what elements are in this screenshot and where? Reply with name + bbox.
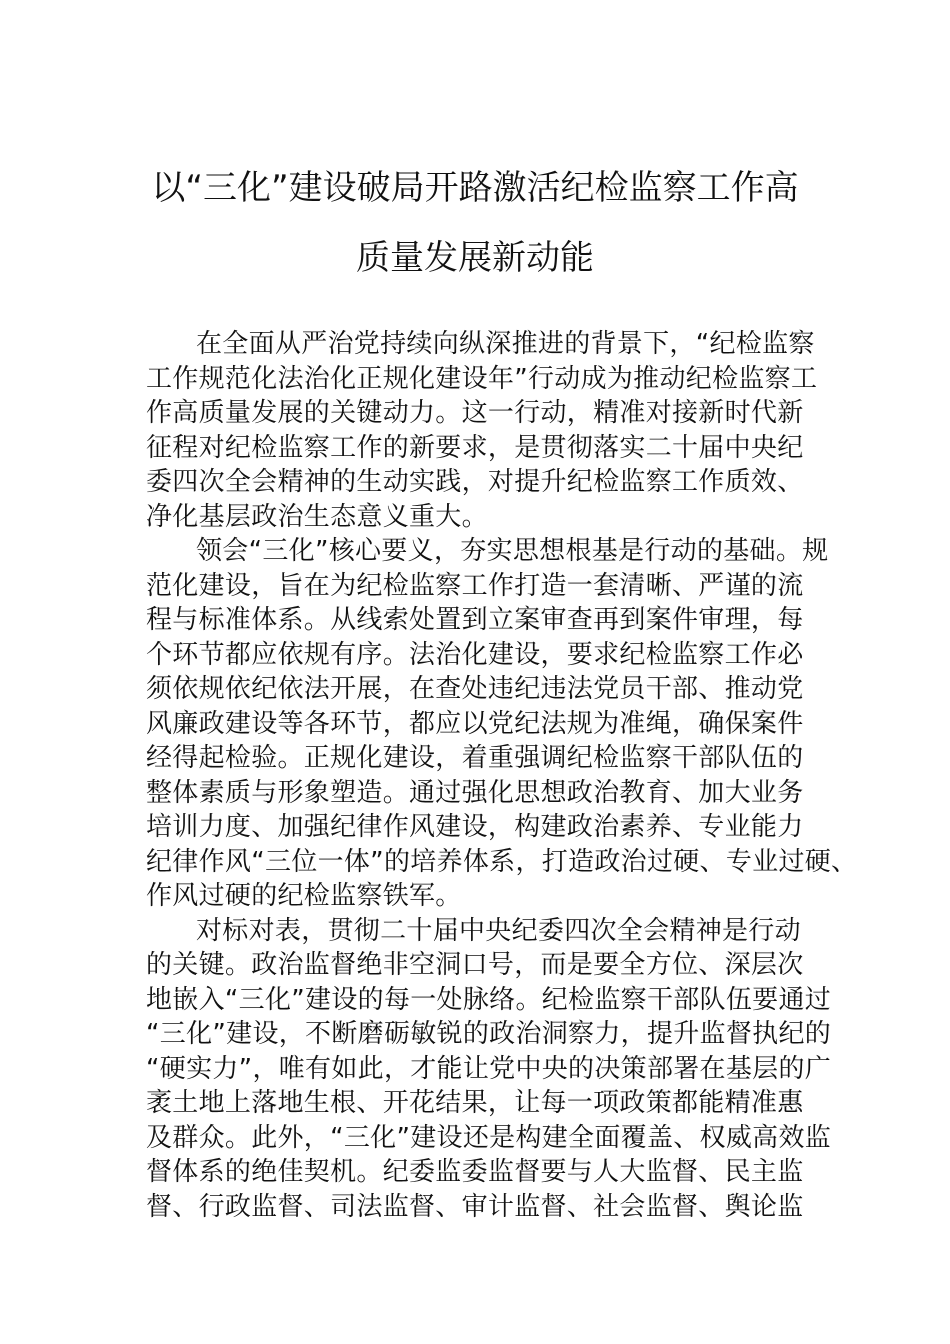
- paragraph-line: 整体素质与形象塑造。通过强化思想政治教育、加大业务: [146, 777, 804, 808]
- paragraph-line: 督体系的绝佳契机。纪委监委监督要与人大监督、民主监: [146, 1157, 804, 1187]
- paragraph-line: 袤土地上落地生根、开花结果，让每一项政策都能精准惠: [146, 1088, 804, 1118]
- paragraph-line: 作高质量发展的关键动力。这一行动，精准对接新时代新: [146, 398, 804, 428]
- paragraph-line: 在全面从严治党持续向纵深推进的背景下，“纪检监察: [196, 329, 815, 359]
- paragraph-line: 个环节都应依规有序。法治化建设，要求纪检监察工作必: [146, 639, 804, 670]
- document-title-line-2: 质量发展新动能: [356, 238, 594, 278]
- paragraph-line: “硬实力”，唯有如此，才能让党中央的决策部署在基层的广: [146, 1053, 832, 1084]
- paragraph-line: 的关键。政治监督绝非空洞口号，而是要全方位、深层次: [146, 950, 804, 980]
- paragraph-line: 督、行政监督、司法监督、审计监督、社会监督、舆论监: [146, 1191, 804, 1222]
- paragraph-line: 程与标准体系。从线索处置到立案审查再到案件审理，每: [146, 605, 804, 635]
- paragraph-line: 经得起检验。正规化建设，着重强调纪检监察干部队伍的: [146, 743, 804, 773]
- document-body: [146, 327, 866, 1224]
- paragraph-line: 培训力度、加强纪律作风建设，构建政治素养、专业能力: [146, 812, 804, 842]
- paragraph-line: 范化建设，旨在为纪检监察工作打造一套清晰、严谨的流: [146, 570, 804, 601]
- paragraph-line: 领会“三化”核心要义，夯实思想根基是行动的基础。规: [196, 536, 829, 566]
- paragraph-line: 征程对纪检监察工作的新要求，是贯彻落实二十届中央纪: [146, 432, 804, 463]
- paragraph-line: 及群众。此外，“三化”建设还是构建全面覆盖、权威高效监: [146, 1122, 832, 1153]
- paragraph-line: 风廉政建设等各环节，都应以党纪法规为准绳，确保案件: [146, 708, 804, 739]
- paragraph-line: 委四次全会精神的生动实践，对提升纪检监察工作质效、: [146, 467, 804, 497]
- paragraph-line: 对标对表，贯彻二十届中央纪委四次全会精神是行动: [196, 915, 801, 946]
- paragraph-line: 地嵌入“三化”建设的每一处脉络。纪检监察干部队伍要通过: [146, 984, 832, 1015]
- paragraph-line: 净化基层政治生态意义重大。: [146, 501, 488, 532]
- paragraph-line: “三化”建设，不断磨砺敏锐的政治洞察力，提升监督执纪的: [146, 1019, 832, 1049]
- paragraph-line: 作风过硬的纪检监察铁军。: [146, 881, 462, 911]
- paragraph-line: 纪律作风“三位一体”的培养体系，打造政治过硬、专业过硬、: [146, 846, 858, 877]
- paragraph-line: 工作规范化法治化正规化建设年”行动成为推动纪检监察工: [146, 363, 818, 394]
- document-title-line-1: 以“三化”建设破局开路激活纪检监察工作高: [151, 168, 799, 208]
- paragraph-line: 须依规依纪依法开展，在查处违纪违法党员干部、推动党: [146, 674, 804, 704]
